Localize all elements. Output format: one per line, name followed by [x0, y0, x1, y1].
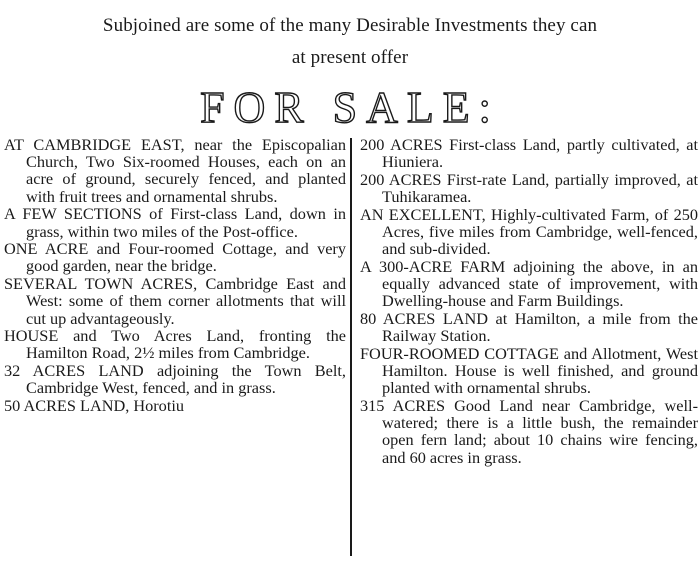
listing-entry: 315 ACRES Good Land near Cambridge, well-watered; there is a little bush, the remainder open fern land; about 10 chains wire fencing, and 60 acres in grass. — [360, 396, 698, 467]
intro-line-2: at present offer — [291, 47, 409, 68]
column-divider — [350, 138, 352, 556]
listing-entry: HOUSE and Two Acres Land, fronting the Hamilton Road, 2½ miles from Cambridge. — [4, 326, 346, 363]
listing-entry: A 300-ACRE FARM adjoining the above, in an equally advanced state of improvement, with Dwelling-house and Farm Buildings. — [360, 256, 698, 311]
listing-entry: FOUR-ROOMED COTTAGE and Allotment, West Hamilton. House is well finished, and ground planted with ornamental shrubs. — [360, 343, 698, 398]
listing-entry: 200 ACRES First-class Land, partly cultivated, at Hiuniera. — [360, 135, 698, 172]
listing-entry: A FEW SECTIONS of First-class Land, down in grass, within two miles of the Post-office. — [4, 204, 346, 241]
listing-entry: 32 ACRES LAND adjoining the Town Belt, Cambridge West, fenced, and in grass. — [4, 361, 346, 398]
listing-entry: AN EXCELLENT, Highly-cultivated Farm, of 250 Acres, five miles from Cambridge, well-fenced, and sub-divided. — [360, 204, 698, 259]
listing-entry: 200 ACRES First-rate Land, partially improved, at Tuhikaramea. — [360, 169, 698, 207]
for-sale-headline: FOR SALE: — [200, 83, 500, 132]
listing-entry: SEVERAL TOWN ACRES, Cambridge East and West: some of them corner allotments that will cut up advantageously. — [4, 274, 346, 328]
listing-entry: AT CAMBRIDGE EAST, near the Episcopalian Church, Two Six-roomed Houses, each on an acre of ground, securely fenced, and planted with fruit trees and ornamental shrubs. — [4, 135, 346, 206]
listing-entry: 50 ACRES LAND, Horotiu — [4, 396, 185, 416]
left-listings-column — [4, 136, 346, 415]
listing-entry: 80 ACRES LAND at Hamilton, a mile from the Railway Station. — [360, 309, 698, 346]
listing-entry: ONE ACRE and Four-roomed Cottage, and very good garden, near the bridge. — [4, 239, 346, 276]
intro-line-1: Subjoined are some of the many Desirable Investments they can — [102, 15, 598, 36]
right-listings-column — [360, 136, 698, 466]
